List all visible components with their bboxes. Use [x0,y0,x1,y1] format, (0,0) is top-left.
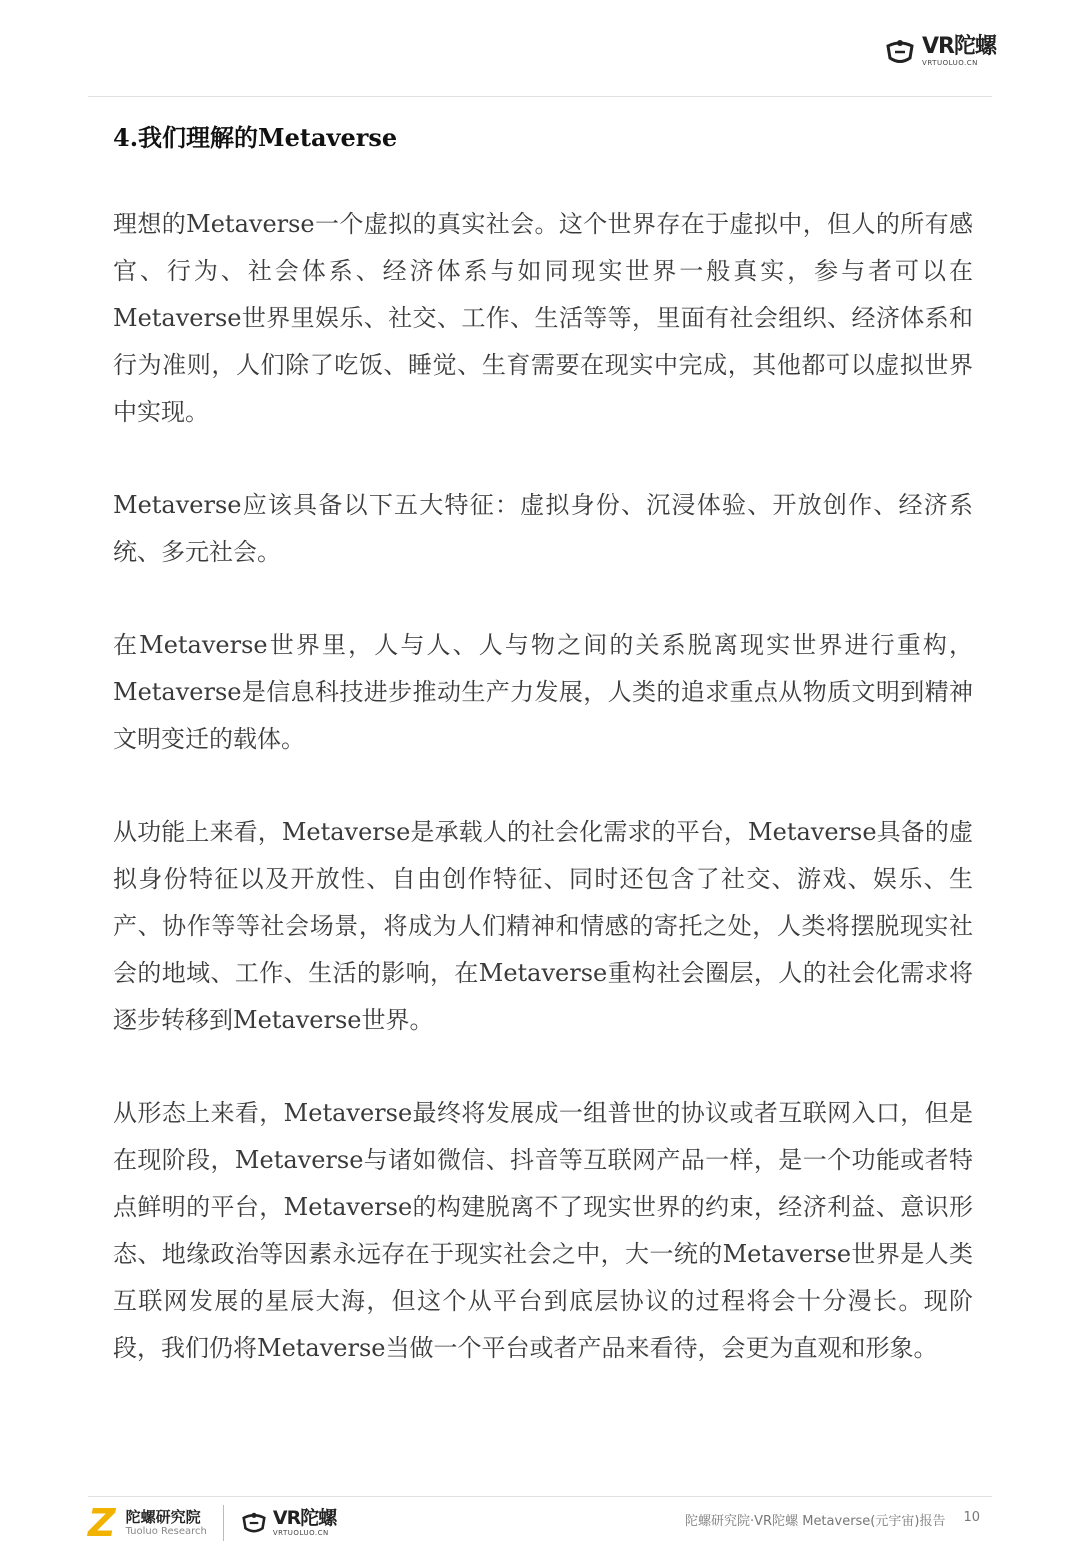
tuoluo-en-text: Tuoluo Research [125,1525,207,1537]
paragraph: 在Metaverse世界里，人与人、人与物之间的关系脱离现实世界进行重构，Metaverse是信息科技进步推动生产力发展，人类的追求重点从物质文明到精神文明变迁的载体。 [113,631,973,753]
header-divider [88,96,992,97]
tuoluo-cn-text: 陀螺研究院 [125,1508,201,1527]
vr-headset-icon [884,38,916,66]
content-body [113,201,973,1418]
paragraph: 从功能上来看，Metaverse是承载人的社会化需求的平台，Metaverse具备的虚拟身份特征以及开放性、自由创作特征、同时还包含了社交、游戏、娱乐、生产、协作等等社会场景，将成为人们精神和情感的寄托之处，人类将摆脱现实社会的地域、工作、生活的影响，在Metaverse重构社会圈层，人的社会化需求将逐步转移到Metaverse世界。 [113,818,973,1034]
footer-divider [88,1496,992,1497]
footer-logos [88,1501,337,1545]
footer-info [685,1510,980,1529]
report-label: 陀螺研究院·VR陀螺 Metaverse(元宇宙)报告 [685,1514,946,1529]
header-logo-text: VR陀螺 [922,34,996,59]
tuoluo-z-logo: Z [88,1501,116,1545]
vr-headset-icon [240,1511,268,1535]
section-heading: 4.我们理解的Metaverse [113,123,398,152]
footer-logo-separator [223,1505,224,1541]
paragraph: 理想的Metaverse一个虚拟的真实社会。这个世界存在于虚拟中，但人的所有感官、行为、社会体系、经济体系与如同现实世界一般真实，参与者可以在Metaverse世界里娱乐、社交、工作、生活等等，里面有社会组织、经济体系和行为准则，人们除了吃饭、睡觉、生育需要在现实中完成，其他都可以虚拟世界中实现。 [113,210,973,426]
tuoluo-research-logo [126,1509,207,1537]
header-logo-url: VRTUOLUO.CN [922,59,978,67]
footer-vr-url: VRTUOLUO.CN [272,1529,329,1537]
footer-vr-text: VR陀螺 [272,1507,337,1529]
footer-vr-logo [240,1509,336,1537]
paragraph: Metaverse应该具备以下五大特征：虚拟身份、沉浸体验、开放创作、经济系统、多元社会。 [113,491,973,566]
page-number: 10 [963,1510,980,1525]
header-logo [884,36,996,67]
paragraph: 从形态上来看，Metaverse最终将发展成一组普世的协议或者互联网入口，但是在现阶段，Metaverse与诸如微信、抖音等互联网产品一样，是一个功能或者特点鲜明的平台，Metaverse的构建脱离不了现实世界的约束，经济利益、意识形态、地缘政治等因素永远存在于现实社会之中，大一统的Metaverse世界是人类互联网发展的星辰大海，但这个从平台到底层协议的过程将会十分漫长。现阶段，我们仍将Metaverse当做一个平台或者产品来看待，会更为直观和形象。 [113,1099,973,1362]
